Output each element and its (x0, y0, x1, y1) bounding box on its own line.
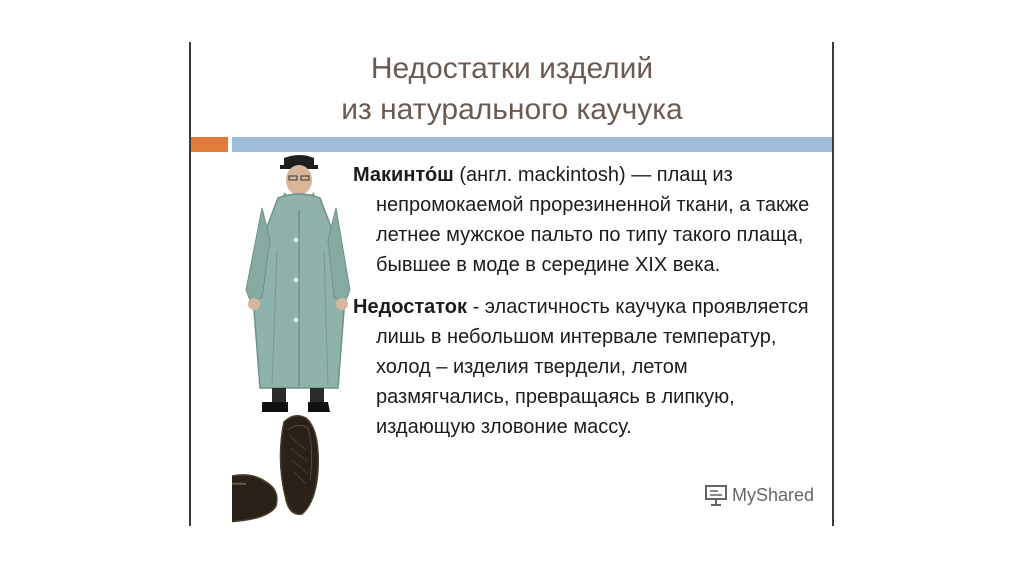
right-border-line (832, 42, 834, 526)
myshared-watermark (704, 484, 814, 506)
mackintosh-illustration (232, 150, 352, 530)
left-border-line (189, 42, 191, 526)
drawback-description (353, 292, 813, 442)
man-in-raincoat (246, 155, 350, 412)
mackintosh-definition (353, 160, 813, 280)
title-line-1: Недостатки изделий (370, 52, 654, 85)
watermark-text: MyShared (732, 484, 815, 505)
mackintosh-term: Макинто́ш (353, 164, 454, 186)
drawback-term: Недостаток (353, 296, 468, 318)
title-line-2: из натурального каучука (341, 93, 683, 126)
slide-title (192, 48, 832, 130)
accent-bar-orange (191, 137, 228, 152)
galoshes (232, 416, 318, 522)
content-text (353, 160, 813, 454)
mackintosh-text: (англ. mackintosh) — плащ из непромокаемой прорезиненной ткани, а также летнее мужское пальто по типу такого плаща, бывшее в моде в середине XIX века. (376, 164, 810, 276)
presentation-board-icon (704, 484, 728, 506)
drawback-text: - эластичность каучука проявляется лишь в небольшом интервале температур, холод – изделия твердели, летом размягчались, превращаясь в липкую, издающую зловоние массу. (376, 296, 809, 438)
